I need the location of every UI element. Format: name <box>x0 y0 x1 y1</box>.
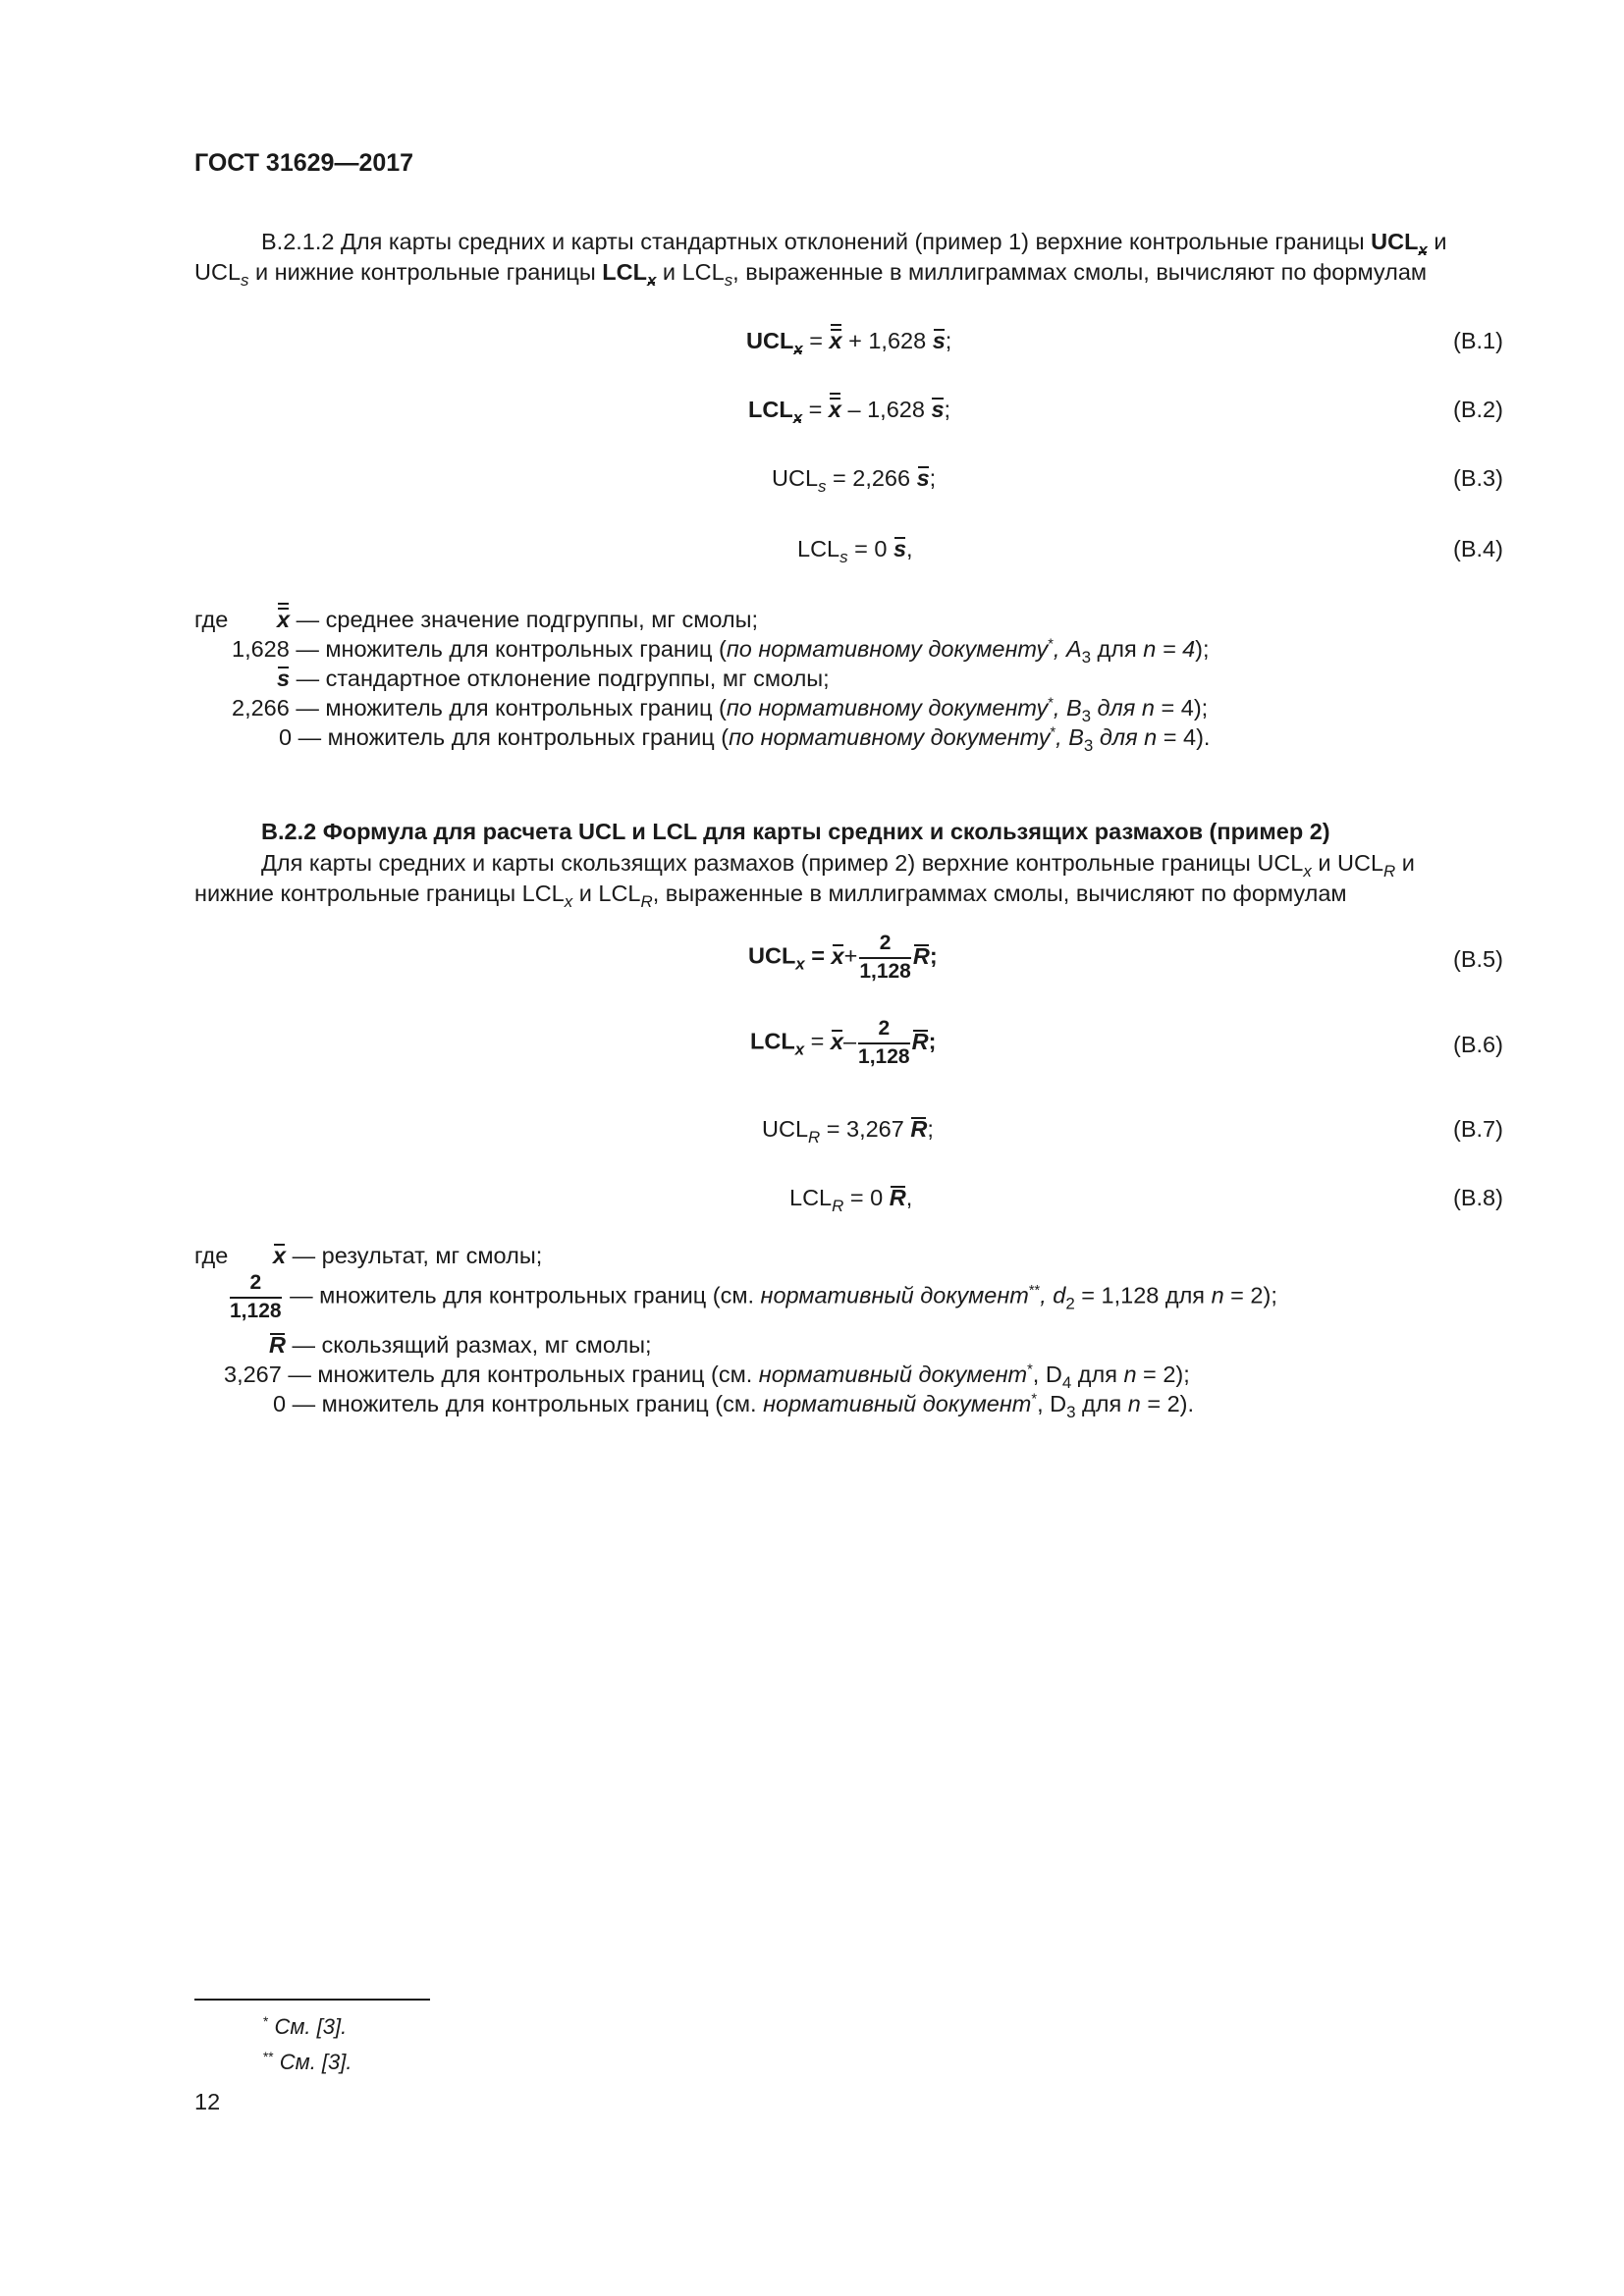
equation-number-b8: (В.8) <box>1453 1185 1503 1210</box>
footnote-2: ** См. [3]. <box>263 2049 352 2074</box>
paragraph-b212-line1: В.2.1.2 Для карты средних и карты стандартных отклонений (пример 1) верхние контрольные границы $UCL_x$ и <box>261 229 1447 259</box>
equation-b5: $UCL_x = x+$ $\frac{2}{1,128}$ R; <box>748 932 938 983</box>
where-item-3267: 3,267 — множитель для контрольных границ (см. нормативный документ*, $D_4$ для n = 2); <box>224 1362 1190 1392</box>
where-item-xbarbar: x — среднее значение подгруппы, мг смолы; <box>277 607 759 632</box>
document-code: ГОСТ 31629—2017 <box>194 149 414 177</box>
equation-number-b7: (В.7) <box>1453 1116 1503 1142</box>
where-item-1628: 1,628 — множитель для контрольных границ (по нормативному документу*, $A_3$ для n = 4); <box>232 636 1210 667</box>
equation-number-b1: (В.1) <box>1453 328 1503 353</box>
equation-b1: $UCL_x = x + 1,628$ s; <box>746 328 952 358</box>
equation-number-b6: (В.6) <box>1453 1032 1503 1057</box>
equation-number-b4: (В.4) <box>1453 536 1503 561</box>
where-label-1: где <box>194 607 229 632</box>
paragraph-b22-line2: нижние контрольные границы $LCL_x$ и $LCL_R$, выраженные в миллиграммах смолы, вычисляют по формулам <box>194 881 1347 911</box>
equation-b6: $LCL_x = x-$ $\frac{2}{1,128}$ R; <box>750 1017 937 1068</box>
where-item-0-b: 0 — множитель для контрольных границ (см. нормативный документ*, $D_3$ для n = 2). <box>273 1391 1195 1421</box>
equation-b8: $LCL_R = 0$ R, <box>789 1185 913 1215</box>
where-item-2266: 2,266 — множитель для контрольных границ (по нормативному документу*, $B_3$ для n = 4); <box>232 695 1209 725</box>
paragraph-b212-line2: $UCL_s$ и нижние контрольные границы $LCL_x$ и $LCL_s$, выраженные в миллиграммах смолы, вычисляют по формулам <box>194 259 1428 290</box>
where-item-xbar: x — результат, мг смолы; <box>273 1243 543 1268</box>
equation-b4: $LCL_s = 0$ s, <box>797 536 913 566</box>
equation-b3: $UCL_s = 2,266$ s; <box>772 465 937 496</box>
fraction: $\frac{2}{1,128}$ <box>858 1017 910 1068</box>
where-item-fraction: $\frac{2}{1,128}$ — множитель для контрольных границ (см. нормативный документ**, $d_2 = 1,128$ для n = 2); <box>230 1271 1277 1322</box>
where-item-rbar: R — скользящий размах, мг смолы; <box>269 1332 652 1358</box>
where-item-0: 0 — множитель для контрольных границ (по нормативному документу*, $B_3$ для n = 4). <box>279 724 1211 755</box>
equation-b2: $LCL_x = x - 1,628$ s; <box>748 397 951 427</box>
equation-number-b3: (В.3) <box>1453 465 1503 491</box>
footnote-rule <box>194 1999 430 2001</box>
fraction: $\frac{2}{1,128}$ <box>230 1271 282 1322</box>
where-label-2: где <box>194 1243 229 1268</box>
equation-b7: $UCL_R = 3,267$ R; <box>762 1116 934 1147</box>
equation-number-b2: (В.2) <box>1453 397 1503 422</box>
page-number: 12 <box>194 2089 221 2114</box>
section-heading-b22: В.2.2 Формула для расчета UCL и LCL для карты средних и скользящих размахов (пример 2) <box>261 819 1330 844</box>
where-item-sbar: s — стандартное отклонение подгруппы, мг смолы; <box>277 666 830 691</box>
fraction: $\frac{2}{1,128}$ <box>859 932 911 983</box>
footnote-1: * См. [3]. <box>263 2013 348 2039</box>
equation-number-b5: (В.5) <box>1453 946 1503 972</box>
paragraph-b22-line1: Для карты средних и карты скользящих размахов (пример 2) верхние контрольные границы $UCL_x$ и $UCL_R$ и <box>261 850 1415 881</box>
